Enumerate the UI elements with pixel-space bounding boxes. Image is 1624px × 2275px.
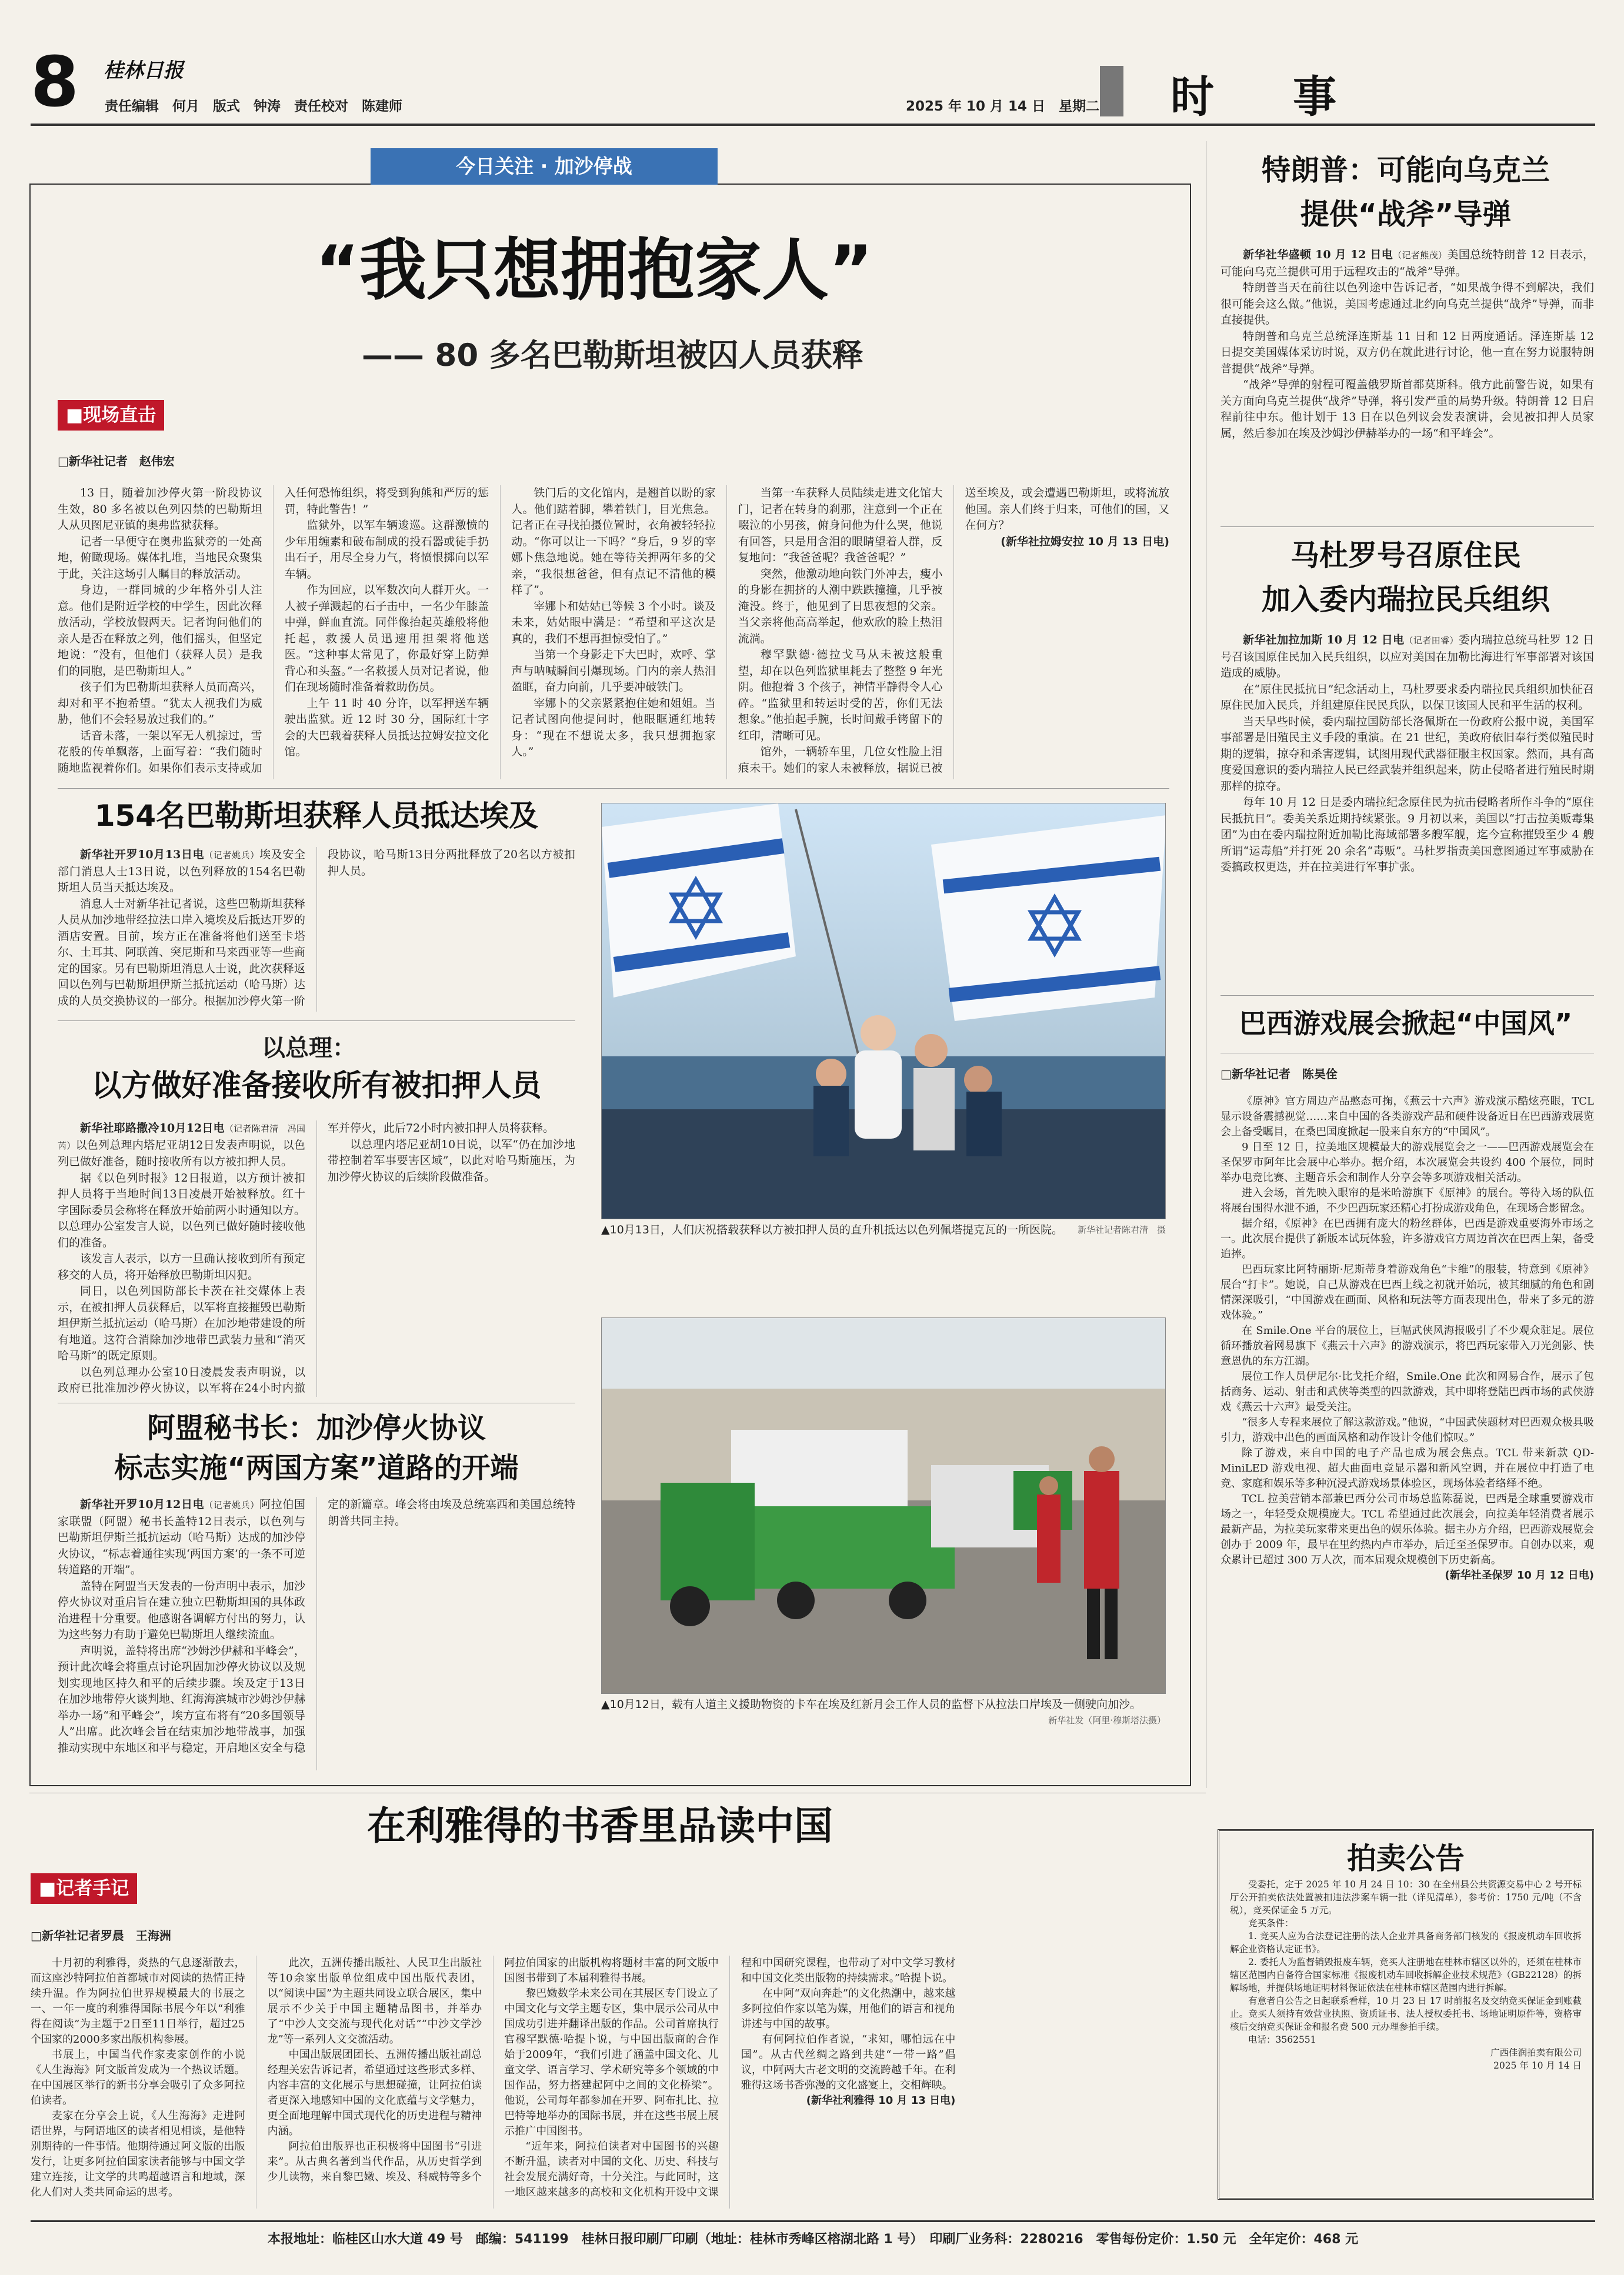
arab-league-headline-2: 标志实施“两国方案”道路的开端 xyxy=(114,1452,519,1485)
lead-byline: □新华社记者 赵伟宏 xyxy=(58,454,175,468)
issue-date: 2025 年 10 月 14 日 星期二 xyxy=(906,99,1100,114)
egypt-headline: 154名巴勒斯坦获释人员抵达埃及 xyxy=(94,799,539,833)
auction-requirement: 有意者自公告之日起联系看样，10 月 23 日 17 时前报名及交纳竞买保证金到账截止。竞买人须持有效营业执照、资质证书、法人授权委托书、场地证明原件等，资格审核后交纳竞买保证金和报名费 500 元办理参拍手续。 xyxy=(1230,1996,1582,2032)
maduro-headline-2: 加入委内瑞拉民兵组织 xyxy=(1261,583,1550,616)
maduro-article: 新华社加拉加斯 10 月 12 日电（记者田睿）委内瑞拉总统马杜罗 12 日号召该国原住民加入民兵组织，以应对美国在加勒比海进行军事部署对该国造成的威胁。 在“原住民抵抗日”纪念活动上，马杜罗要求委内瑞拉民兵组织加快征召原住民加入民兵，并组建原住民民兵队，以保卫该国人民和平生活的权利。 当天早些时候，委内瑞拉国防部长洛佩斯在一份政府公报中说，美国军事部署是旧殖民主义手段的重演。在 21 世纪，美政府依旧奉行类似殖民时期的逻辑，掠夺和杀害逻辑，试图用现代武器征服主权国家。然而，具有高度爱国意识的委内瑞拉人民已经武装并组织起来，防止侵略者进行殖民时期那样的掠夺。 每年 10 月 12 日是委内瑞拉纪念原住民为抗击侵略者所作斗争的“原住民抵抗日”。委美关系近期持续紧张。9 月初以来，美国以“打击拉美贩毒集团”为由在委内瑞拉附近加勒比海域部署多艘军舰，迄今宣称摧毁至少 4 艘所谓“运毒船”并打死 20 余名“毒贩”。马杜罗指责美国意图通过军事威胁在委搞政权更迭，并在拉美进行军事扩张。 xyxy=(1220,633,1594,873)
maduro-bottom-rule xyxy=(1220,995,1594,996)
auction-requirement: 2. 委托人为监督销毁报废车辆，竞买人注册地在桂林市辖区以外的，还须在桂林市辖区范围内自备符合国家标准《报废机动车回收拆解企业技术规范》（GB22128）的拆解场地，并提供场地证明材料保证依法在桂林市辖区范围内进行拆解。 xyxy=(1230,1957,1582,1993)
masthead-rule xyxy=(31,124,1595,126)
section-tag-notes: ■记者手记 xyxy=(31,1873,137,1904)
egypt-bottom-rule xyxy=(58,1020,575,1021)
photo2-caption: ▲10月12日，载有人道主义援助物资的卡车在埃及红新月会工作人员的监督下从拉法口岸埃及一侧驶向加沙。 新华社发（阿里·穆斯塔法摄） xyxy=(601,1697,1166,1729)
arab-league-headline-1: 阿盟秘书长：加沙停火协议 xyxy=(146,1412,486,1445)
israel-kicker: 以总理： xyxy=(262,1035,356,1062)
israel-article: 新华社耶路撒冷10月12日电（记者陈君清 冯国芮）以色列总理内塔尼亚胡12日发表声明说，以色列已做好准备，随时接收所有以方被扣押人员。 据《以色列时报》12日报道，以方预计被扣押人员将于当地时间13日凌晨开始被释放。红十字国际委员会称将在释放开始前两小时通知以方。以总理办公室发言人说，以色列已做好随时接收他们的准备。 该发言人表示，以方一旦确认接收到所有预定移交的人员，将开始释放巴勒斯坦囚犯。 同日，以色列国防部长卡茨在社交媒体上表示，在被扣押人员获释后，以军将直接摧毁巴勒斯坦伊斯兰抵抗运动（哈马斯）在加沙地带建设的所有地道。这符合消除加沙地带巴武装力量和“消灭哈马斯”的既定原则。 以色列总理办公室10日凌晨发表声明说，以政府已批准加沙停火协议，以军将在24小时内撤军并停火，此后72小时内被扣押人员将获释。 以总理内塔尼亚胡10日说，以军“仍在加沙地带控制着军事要害区域”，以此对哈马斯施压，为加沙停火协议的后续阶段做准备。 xyxy=(58,1122,575,1395)
celebration-flag-image xyxy=(602,803,1166,1219)
lead-bottom-rule xyxy=(58,788,1169,789)
lead-article: 13 日，随着加沙停火第一阶段协议生效，80 多名被以色列囚禁的巴勒斯坦人从贝图尼亚镇的奥弗监狱获释。 记者一早便守在奥弗监狱旁的一处高地，俯瞰现场。媒体扎堆，当地民众聚集于此，关注这场引人瞩目的释放活动。 身边，一群同城的少年格外引人注意。他们是附近学校的中学生，因此次释放活动，学校放假两天。记者询问他们的亲人是否在释放之列，他们摇头，但坚定地说：“没有，但他们（获释人员）是我们的同胞，是巴勒斯坦人。” 孩子们为巴勒斯坦获释人员而高兴，却对和平不抱希望。“犹太人视我们为威胁，他们不会轻易放过我们的。” 话音未落，一架以军无人机掠过，雪花般的传单飘落，上面写着：“我们随时随地监视着你们。如果你们表示支持或加入任何恐怖组织，将受到狗熊和严厉的惩罚，特此警告！” 监狱外，以军车辆逡巡。这群激愤的少年用缠素和破布制成的投石器或徒手扔出石子，用尽全身力气，将愤恨掷向以军车辆。 作为回应，以军数次向人群开火。一人被子弹溅起的石子击中，一名少年膝盖中弹，鲜血直流。同伴像抬起英雄般将他托起，救援人员迅速用担架将他送医。“这种事太常见了，你最好穿上防弹背心和头盔。”一名救援人员对记者说，他们在现场随时准备着救助伤员。 上午 11 时 40 分许，以军押送车辆驶出监狱。近 12 时 30 分，国际红十字会的大巴载着获释人员抵达拉姆安拉文化馆。 铁门后的文化馆内，是翘首以盼的家人。他们踮着脚，攀着铁门，目光焦急。记者正在寻找拍摄位置时，衣角被轻轻拉动。“你可以让一下吗？”身后，9 岁的宰娜卜焦急地说。她在等待关押两年多的父亲，“我很想爸爸，但有点记不清他的模样了”。 宰娜卜和姑姑已等候 3 个小时。谈及未来，姑姑眼中满是：“希望和平这次是真的，我们不想再担惊受怕了。” 当第一个身影走下大巴时，欢呼、掌声与呐喊瞬间引爆现场。门内的亲人热泪盈眶，奋力向前，几乎要冲破铁门。 宰娜卜的父亲紧紧抱住她和姐姐。当记者试图向他提问时，他眼眶通红地转身：“现在不想说太多，我只想拥抱家人。” 当第一车获释人员陆续走进文化馆大门，记者在转身的刹那，注意到一个正在啜泣的小男孩，俯身问他为什么哭，他说有回答，只是用含泪的眼睛望着人群，反复地问：“我爸爸呢？我爸爸呢？” 突然，他激动地向铁门外冲去，瘦小的身影在拥挤的人潮中跌跌撞撞，几乎被淹没。终于，他见到了日思夜想的父亲。当父亲将他高高举起，他欢欣的脸上热泪流淌。 穆罕默德·德拉戈马从未被这般重望，却在以色列监狱里耗去了整整 9 年光阴。他抱着 3 个孩子，神情平静得令人心碎。“监狱里和转运时受的苦，你们无法想象。”他拍起手腕，长时间戴手铐留下的红印，清晰可见。 馆外，一辆轿车里，几位女性脸上泪痕未干。她们的家人未被释放，据说已被送至埃及，或会遭遇巴勒斯坦，或将流放他国。亲人们终于归来，可他们的国，又在何方？ (新华社拉姆安拉 10 月 13 日电) xyxy=(58,486,1169,775)
books-article: 十月初的利雅得，炎热的气息逐渐散去，而这座沙特阿拉伯首都城市对阅读的热情正持续升温。作为阿拉伯世界规模最大的书展之一、一年一度的利雅得国际书展今年以“利雅得在阅读”为主题于2日至11日举行，超过25个国家的2000多家出版机构参展。 书展上，中国当代作家麦家创作的小说《人生海海》阿文版首发成为一个热议话题。在中国展区举行的新书分享会吸引了众多阿拉伯读者。 麦家在分享会上说，《人生海海》走进阿语世界，与阿语地区的读者相见相谈，是他特别期待的一件事情。他期待通过阿文版的出版发行，让更多阿拉伯国家读者能够与中国文学建立连接，让文学的共鸣超越语言和地域，深化人们对人类共同命运的思考。 此次，五洲传播出版社、人民卫生出版社等10余家出版单位组成中国出版代表团，以“阅读中国”为主题共同设立联合展区，集中展示不少关于中国主题精品图书，并举办了“中沙人文交流与现代化对话”“中沙文学沙龙”等一系列人文交流活动。 中国出版展团团长、五洲传播出版社副总经理关宏告诉记者，希望通过这些形式多样、内容丰富的文化展示与思想碰撞，让阿拉伯读者更深入地感知中国的文化底蕴与文学魅力，更全面地理解中国式现代化的历史进程与精神内涵。 阿拉伯出版界也正积极将中国图书“引进来”。从古典名著到当代作品，从历史哲学到少儿读物，来自黎巴嫩、埃及、科威特等多个阿拉伯国家的出版机构将题材丰富的阿文版中国图书带到了本届利雅得书展。 黎巴嫩数学未来公司在其展区专门设立了中国文化与文学主题专区，集中展示公司从中国成功引进并翻译出版的作品。公司首席执行官穆罕默德·哈提卜说，与中国出版商的合作始于2009年，“我们引进了涵盖中国文化、儿童文学、语言学习、学术研究等多个领域的中国作品，努力搭建起阿中之间的文化桥梁”。他说，公司每年都参加在开罗、阿布扎比、拉巴特等地举办的国际书展，并在这些书展上展示推广中国图书。 “近年来，阿拉伯读者对中国图书的兴趣不断升温，读者对中国的文化、历史、科技与社会发展充满好奇，十分关注。与此同时，这一地区越来越多的高校和文化机构开设中文课程和中国研究课程，也带动了对中文学习教材和中国文化类出版物的持续需求。”哈提卜说。 在中阿“双向奔赴”的文化热潮中，越来越多阿拉伯作家以笔为媒，用他们的语言和视角讲述与中国的故事。 有何阿拉伯作者说，“求知，哪怕远在中国”。从古代丝绸之路到共建“一带一路”倡议，中阿两大古老文明的交流跨越千年。在利雅得这场书香弥漫的文化盛宴上，交相辉映。 (新华社利雅得 10 月 13 日电) xyxy=(31,1957,956,2199)
section-tag-live: ■现场直击 xyxy=(58,400,164,431)
photo1-caption: ▲10月13日，人们庆祝搭载获释以方被扣押人员的直升机抵达以色列佩塔提克瓦的一所医院。 新华社记者陈君清 摄 xyxy=(601,1222,1166,1238)
aid-trucks-image xyxy=(602,1318,1166,1694)
auction-requirement: 1. 竞买人应为合法登记注册的法人企业并具备商务部门核发的《报废机动车回收拆解企业资格认定证书》。 xyxy=(1230,1931,1582,1954)
auction-intro: 受委托，定于 2025 年 10 月 24 日 10：30 在全州县公共资源交易中心 2 号开标厅公开拍卖依法处置被扣违法涉案车辆一批（详见清单），参考价：1750 元/吨（不含税），竞买保证金 5 万元。 xyxy=(1230,1879,1582,1916)
photo1-credit: 新华社记者陈君清 摄 xyxy=(1077,1225,1166,1235)
photo2-credit: 新华社发（阿里·穆斯塔法摄） xyxy=(1048,1715,1166,1726)
brazil-article: 《原神》官方周边产品憨态可掬，《燕云十六声》游戏演示酷炫亮眼，TCL 显示设备震撼视觉……来自中国的各类游戏产品和硬件设备近日在巴西游戏展览会上备受瞩目，在桑巴国度掀起一股来自东方的“中国风”。 9 日至 12 日，拉美地区规模最大的游戏展览会之一——巴西游戏展览会在圣保罗市阿年比会展中心举办。据介绍，本次展览会共设约 400 个展位，同时举办电竞比赛、主题音乐会和制作人分享会等多项游戏相关活动。 进入会场，首先映入眼帘的是米哈游旗下《原神》的展台。等待入场的队伍将展台围得水泄不通，不少巴西玩家还精心打扮成游戏角色，在现场合影留念。 据介绍，《原神》在巴西拥有庞大的粉丝群体，巴西是游戏重要海外市场之一。此次展台提供了新版本试玩体验，许多游戏官方周边首次在巴西上架，备受追捧。 巴西玩家比阿特丽斯·尼斯蒂身着游戏角色“卡维”的服装，特意到《原神》展台“打卡”。她说，自己从游戏在巴西上线之初就开始玩，被其细腻的角色和剧情深深吸引，“中国游戏在画面、风格和玩法等方面表现出色，带来了多元的游戏体验。” 在 Smile.One 平台的展位上，巨幅武侠风海报吸引了不少观众驻足。展位循环播放着网易旗下《燕云十六声》的游戏演示，将巴西玩家带入刀光剑影、快意恩仇的东方江湖。 展位工作人员伊尼尔·比戈托介绍，Smile.One 此次和网易合作，展示了包括商务、运动、射击和武侠等类型的四款游戏，其中即将登陆巴西市场的武侠游戏《燕云十六声》最受关注。 “很多人专程来展位了解这款游戏。”他说，“中国武侠题材对巴西观众极具吸引力，游戏中出色的画面风格和动作设计令他们惊叹。” 除了游戏，来自中国的电子产品也成为展会焦点。TCL 带来新款 QD-MiniLED 游戏电视、超大曲面电竞显示器和新风空调，并在展位中打造了电竞、家庭和娱乐等多种沉浸式游戏场景体验区，现场体验者络绎不绝。 TCL 拉美营销本部兼巴西分公司市场总监陈磊说，巴西是全球重要游戏市场之一，年轻受众规模庞大。TCL 希望通过此次展会，向拉美年轻消费者展示最新产品，为拉美玩家带来更出色的娱乐体验。据主办方介绍，巴西游戏展览会创办于 2009 年，最早在里约热内卢市举办，后迁至圣保罗市。自创办以来，观众累计已超过 300 万人次，而本届观众规模创下历史新高。 (新华社圣保罗 10 月 12 日电) xyxy=(1220,1094,1594,1814)
brazil-endnote: (新华社圣保罗 10 月 12 日电) xyxy=(1445,1569,1594,1582)
books-headline: 在利雅得的书香里品读中国 xyxy=(367,1803,833,1849)
editor-credits: 责任编辑 何月 版式 钟涛 责任校对 陈建师 xyxy=(105,99,402,114)
trump-headline-2: 提供“战斧”导弹 xyxy=(1300,198,1512,231)
auction-company: 广西佳润拍卖有限公司 xyxy=(1490,2047,1582,2058)
photo-celebration xyxy=(601,803,1166,1219)
trump-headline-1: 特朗普：可能向乌克兰 xyxy=(1261,154,1550,187)
section-name: 时 事 xyxy=(1171,72,1354,122)
page-number: 8 xyxy=(31,41,79,122)
brazil-byline: □新华社记者 陈昊佺 xyxy=(1220,1067,1338,1081)
auction-notice-box xyxy=(1218,1829,1594,2200)
lead-headline: “我只想拥抱家人” xyxy=(315,231,873,309)
auction-title: 拍卖公告 xyxy=(1347,1842,1465,1876)
auction-phone: 电话：3562551 xyxy=(1248,2034,1316,2045)
brazil-headline: 巴西游戏展会掀起“中国风” xyxy=(1239,1008,1573,1039)
focus-banner: 今日关注 · 加沙停战 xyxy=(371,148,718,185)
maduro-headline-1: 马杜罗号召原住民 xyxy=(1290,539,1521,572)
books-byline: □新华社记者罗晨 王海洲 xyxy=(31,1929,171,1943)
auction-requirements-label: 竞买条件： xyxy=(1248,1918,1294,1929)
photo-aid-trucks xyxy=(601,1317,1166,1694)
trump-bottom-rule xyxy=(1220,526,1594,527)
footer-rule xyxy=(31,2220,1595,2222)
arab-league-article: 新华社开罗10月12日电（记者姚兵）阿拉伯国家联盟（阿盟）秘书长盖特12日表示，以色列与巴勒斯坦伊斯兰抵抗运动（哈马斯）达成的加沙停火协议，“标志着通往实现‘两国方案’的一条不可逆转道路的开端”。 盖特在阿盟当天发表的一份声明中表示，加沙停火协议对重启旨在建立独立巴勒斯坦国的具体政治进程十分重要。他感谢各调解方付出的努力，认为这些努力有助于避免巴勒斯坦人继续流血。 声明说，盖特将出席“沙姆沙伊赫和平峰会”，预计此次峰会将重点讨论巩固加沙停火协议以及规划实现地区持久和平的后续步骤。埃及定于13日在加沙地带停火谈判地、红海海滨城市沙姆沙伊赫举办一场“和平峰会”，埃方宣布将有“20多国领导人”出席。此次峰会旨在结束加沙地带战事，加强推动实现中东地区和平与稳定，开启地区安全与稳定的新篇章。峰会将由埃及总统塞西和美国总统特朗普共同主持。 xyxy=(58,1498,575,1754)
paper-name: 桂林日报 xyxy=(104,59,184,82)
lead-endnote: (新华社拉姆安拉 10 月 13 日电) xyxy=(1001,535,1169,548)
footer-info: 本报地址：临桂区山水大道 49 号 邮编：541199 桂林日报印刷厂印刷（地址：桂林市秀峰区榕湖北路 1 号） 印刷厂业务科：2280216 零售每份定价：1.50 元 全年定价：468 元 xyxy=(267,2232,1359,2247)
books-endnote: (新华社利雅得 10 月 13 日电) xyxy=(806,2094,956,2107)
egypt-article: 新华社开罗10月13日电（记者姚兵）埃及安全部门消息人士13日说，以色列释放的154名巴勒斯坦人员当天抵达埃及。 消息人士对新华社记者说，这些巴勒斯坦获释人员从加沙地带经拉法口岸入境埃及后抵达开罗的酒店安置。目前，埃方正在准备将他们送至卡塔尔、土耳其、阿联酋、突尼斯和马来西亚等一些商定的国家。另有巴勒斯坦消息人士说，此次获释返回以色列与巴勒斯坦伊斯兰抵抗运动（哈马斯）达成的人员交换协议的一部分。根据加沙停火第一阶段协议，哈马斯13日分两批释放了20名以方被扣押人员。 xyxy=(58,848,575,1008)
israel-headline: 以方做好准备接收所有被扣押人员 xyxy=(91,1069,542,1103)
lead-subtitle: —— 80 多名巴勒斯坦被囚人员获释 xyxy=(362,338,863,373)
section-marker xyxy=(1100,66,1123,116)
trump-article: 新华社华盛顿 10 月 12 日电（记者熊茂）美国总统特朗普 12 日表示，可能向乌克兰提供可用于远程攻击的“战斧”导弹。 特朗普当天在前往以色列途中告诉记者，“如果战争得不到解决，我们很可能会这么做。”他说，美国考虑通过北约向乌克兰提供“战斧”导弹，而非直接提供。 特朗普和乌克兰总统泽连斯基 11 日和 12 日两度通话。泽连斯基 12 日提交美国媒体采访时说，双方仍在就此进行讨论，他一直在努力说服特朗普提供“战斧”导弹。 “战斧”导弹的射程可覆盖俄罗斯首都莫斯科。俄方此前警告说，如果有关方面向乌克兰提供“战斧”导弹，将引发严重的局势升级。特朗普 12 日启程前往中东。他计划于 13 日在以色列议会发表演讲，会见被扣押人员家属，然后参加在埃及沙姆沙伊赫举办的一场“和平峰会”。 xyxy=(1220,248,1594,440)
auction-date: 2025 年 10 月 14 日 xyxy=(1493,2060,1582,2071)
